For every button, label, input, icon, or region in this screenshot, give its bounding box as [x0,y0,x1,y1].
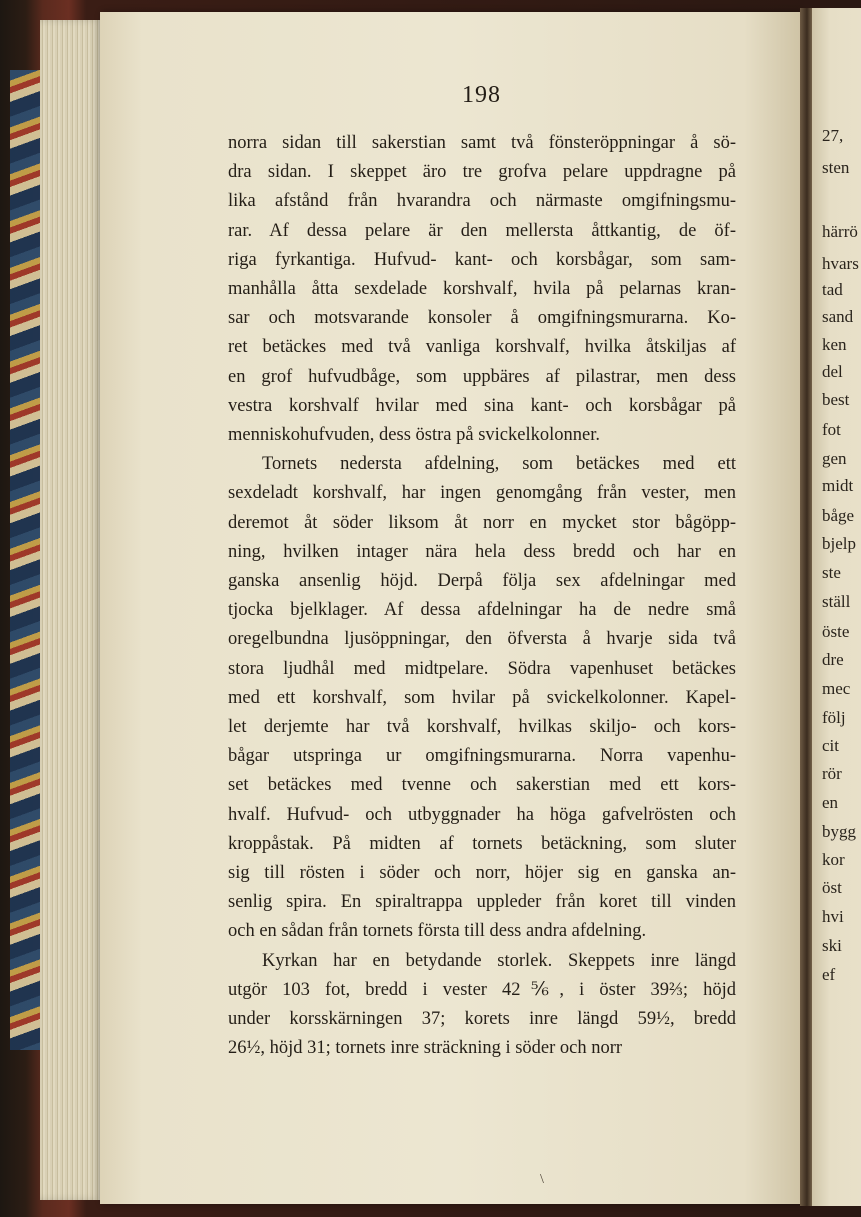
text-line: vestra korshvalf hvilar med sina kant- och korsbågar på [228,395,736,416]
text-line: en grof hufvudbåge, som uppbäres af pilastrar, men dess [228,366,736,387]
next-page-text-fragment: mec [822,679,851,698]
next-page-text-fragment: hvars [822,254,859,273]
next-page-text-fragment: ken [822,335,847,354]
text-line: ning, hvilken intager nära hela dess bredd och har en [228,541,736,562]
text-line: dra sidan. I skeppet äro tre grofva pelare uppdragne på [228,162,736,183]
next-page-text-fragment: tad [822,280,843,299]
text-line: ganska ansenlig höjd. Derpå följa sex afdelningar med [228,571,736,591]
next-page-text-fragment: bygg [822,822,856,841]
next-page-text-fragment: fot [822,420,841,439]
page-number: 198 [462,82,501,108]
text-line: oregelbundna ljusöppningar, den öfversta å hvarje sida två [228,629,736,650]
text-line: tjocka bjelklager. Af dessa afdelningar ha de nedre små [228,600,736,621]
text-line: utgör 103 fot, bredd i vester 42⅚, i öster 39⅔; höjd [228,979,736,1000]
text-line: med ett korshvalf, som hvilar på svickelkolonner. Kapel- [228,687,736,708]
text-line: ret betäckes med två vanliga korshvalf, hvilka åtskiljas af [228,337,736,358]
text-line: rar. Af dessa pelare är den mellersta åttkantig, de öf- [228,220,736,241]
text-line: sar och motsvarande konsoler å omgifningsmurarna. Ko- [228,308,736,329]
text-line: stora ljudhål med midtpelare. Södra vapenhuset betäckes [228,658,736,679]
next-page-text-fragment: öst [822,878,842,897]
page-edges [40,20,102,1200]
marbled-edge [10,70,44,1050]
text-line: och en sådan från tornets första till dess andra afdelning. [228,921,647,942]
text-line: set betäckes med tvenne och sakerstian med ett kors- [228,775,736,796]
next-page-text-fragment: midt [822,476,854,495]
next-page-text-fragment: ski [822,936,842,955]
next-page-text-fragment: best [822,390,850,409]
text-line: under korsskärningen 37; korets inre längd 59½, bredd [228,1009,736,1029]
text-line: sig till rösten i söder och norr, höjer sig en ganska an- [228,863,736,883]
next-page-text-fragment: sten [822,158,850,177]
text-line: Tornets nedersta afdelning, som betäckes med ett [262,454,736,475]
next-page-text-fragment: sand [822,307,854,326]
text-line: lika afstånd från hvarandra och närmaste omgifningsmu- [228,191,736,212]
next-page-text-fragment: ef [822,965,836,984]
text-line: 26½, höjd 31; tornets inre sträckning i söder och norr [228,1038,623,1059]
next-page-text-fragment: ställ [822,592,851,611]
text-line: Kyrkan har en betydande storlek. Skeppets inre längd [262,950,736,971]
next-page-text-fragment: en [822,793,839,812]
text-line: sexdeladt korshvalf, har ingen genomgång från vester, men [228,483,736,504]
text-line: riga fyrkantiga. Hufvud- kant- och korsbågar, som sam- [228,249,736,270]
text-line: hvalf. Hufvud- och utbyggnader ha höga gafvelrösten och [228,804,736,825]
text-line: menniskohufvuden, dess östra på svickelkolonner. [228,425,600,445]
text-line: bågar utspringa ur omgifningsmurarna. Norra vapenhu- [228,746,736,767]
next-page-text-fragment: kor [822,850,845,869]
next-page-text-fragment: ste [822,563,841,582]
text-line: manhålla åtta sexdelade korshvalf, hvila på pelarnas kran- [228,279,736,299]
text-line: let derjemte har två korshvalf, hvilkas skiljo- och kors- [228,717,736,737]
next-page-text-fragment: cit [822,736,839,755]
next-page-text-fragment: del [822,362,843,381]
next-page-text-fragment: rör [822,764,842,783]
next-page-text-fragment: dre [822,650,844,669]
text-line: senlig spira. En spiraltrappa uppleder från koret till vinden [228,892,736,913]
next-page-text-fragment: hvi [822,907,844,926]
text-line: deremot åt söder liksom åt norr en mycket stor bågöpp- [228,512,736,533]
right-page-fragment [812,8,861,1206]
next-page-text-fragment: 27, [822,126,844,145]
next-page-text-fragment: öste [822,622,850,641]
next-page-text-fragment: följ [822,708,846,727]
next-page-text-fragment: gen [822,449,847,468]
text-line: norra sidan till sakerstian samt två fönsteröppningar å sö- [228,133,736,153]
next-page-text-fragment: bjelp [822,534,856,553]
footer-mark: \ [540,1172,544,1187]
next-page-text-fragment: båge [822,506,855,525]
next-page-text-fragment: härrö [822,222,858,241]
text-line: kroppåstak. På midten af tornets betäckning, som sluter [228,833,736,854]
